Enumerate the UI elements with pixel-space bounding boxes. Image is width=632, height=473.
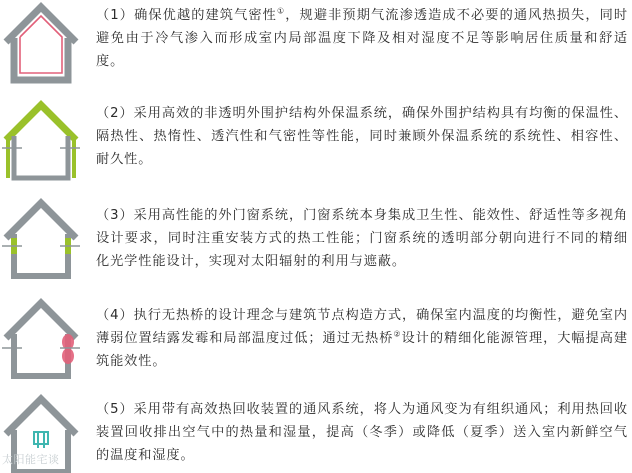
house-insulation-icon — [0, 98, 82, 184]
paragraph-1: （1）确保优越的建筑气密性①，规避非预期气流渗透造成不必要的通风热损失，同时避免由于冷气渗入而形成室内局部温度下降及相对湿度不足等影响居住质量和舒适度。 — [96, 6, 628, 69]
paragraph-5: （5）采用带有高效热回收装置的通风系统，将人为通风变为有组织通风；利用热回收装置回收排出空气中的热量和湿量，提高（冬季）或降低（夏季）送入室内新鲜空气的温度和湿度。 — [96, 402, 628, 463]
paragraph-4: （4）执行无热桥的设计理念与建筑节点构造方式，确保室内温度的均衡性，避免室内薄弱位置结露发霉和局部温度过低；通过无热桥②设计的精细化能源管理，大幅提高建筑能效性。 — [96, 308, 628, 369]
paragraph-2: （2）采用高效的非透明外围护结构外保温系统，确保外围护结构具有均衡的保温性、隔热性、热惰性、透汽性和气密性等性能，同时兼顾外保温系统的系统性、相容性、耐久性。 — [96, 106, 628, 167]
house-thermal-bridge-icon — [0, 296, 82, 382]
paragraph-3: （3）采用高性能的外门窗系统，门窗系统本身集成卫生性、能效性、舒适性等多视角设计要求，同时注重安装方式的热工性能；门窗系统的透明部分朝向进行不同的精细化光学性能设计，实现对太阳辐射的利用与遮蔽。 — [96, 208, 628, 269]
house-window-icon — [0, 196, 82, 282]
house-airtight-icon — [0, 0, 82, 86]
watermark: 太阳能宅谈 — [2, 453, 60, 466]
